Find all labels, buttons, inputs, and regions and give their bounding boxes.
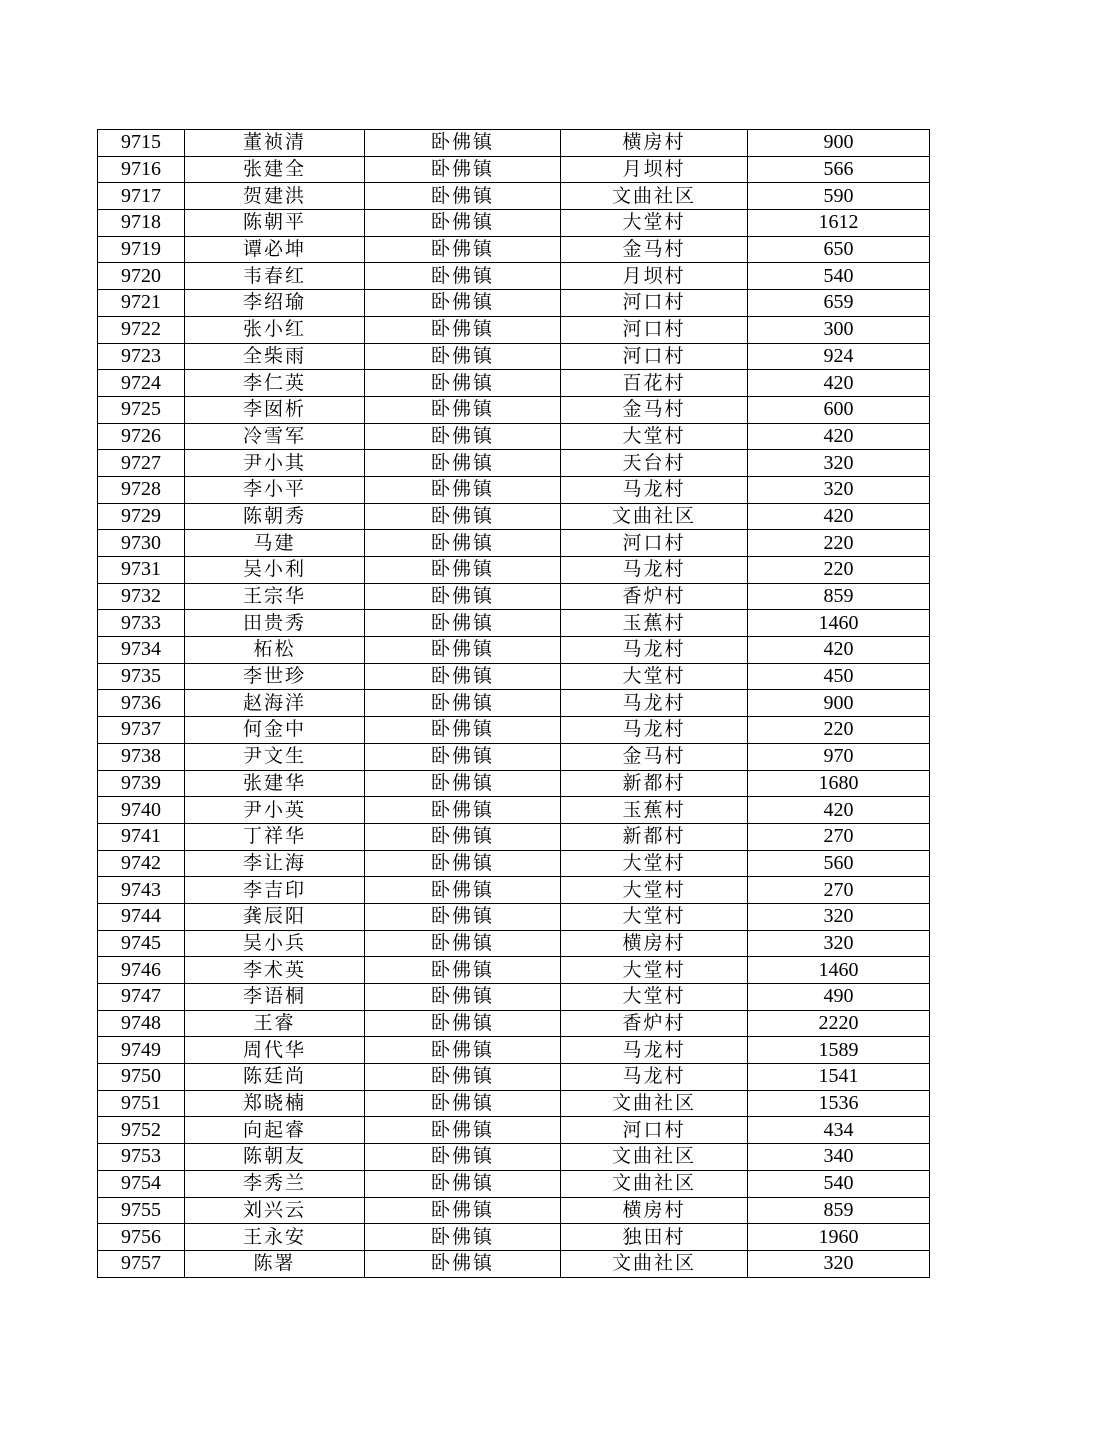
amount-cell: 540	[748, 1170, 930, 1197]
row-number-cell: 9740	[98, 797, 185, 824]
name-cell: 吴小利	[185, 557, 365, 584]
table-row	[98, 850, 930, 877]
name-cell: 谭必坤	[185, 236, 365, 263]
town-cell: 卧佛镇	[365, 1250, 561, 1277]
row-number-cell: 9731	[98, 557, 185, 584]
table-row	[98, 877, 930, 904]
row-number-cell: 9757	[98, 1250, 185, 1277]
town-cell: 卧佛镇	[365, 290, 561, 317]
data-table	[97, 129, 930, 1278]
amount-cell: 900	[748, 690, 930, 717]
village-cell: 文曲社区	[561, 183, 748, 210]
village-cell: 金马村	[561, 743, 748, 770]
village-cell: 文曲社区	[561, 503, 748, 530]
name-cell: 吴小兵	[185, 930, 365, 957]
row-number-cell: 9745	[98, 930, 185, 957]
village-cell: 河口村	[561, 343, 748, 370]
table-body	[98, 130, 930, 1278]
name-cell: 王睿	[185, 1010, 365, 1037]
name-cell: 陈廷尚	[185, 1064, 365, 1091]
amount-cell: 320	[748, 1250, 930, 1277]
table-row	[98, 903, 930, 930]
name-cell: 李秀兰	[185, 1170, 365, 1197]
row-number-cell: 9743	[98, 877, 185, 904]
table-row	[98, 1090, 930, 1117]
town-cell: 卧佛镇	[365, 663, 561, 690]
amount-cell: 1460	[748, 610, 930, 637]
amount-cell: 270	[748, 877, 930, 904]
village-cell: 玉蕉村	[561, 610, 748, 637]
village-cell: 马龙村	[561, 557, 748, 584]
name-cell: 何金中	[185, 717, 365, 744]
row-number-cell: 9753	[98, 1144, 185, 1171]
table-row	[98, 1250, 930, 1277]
amount-cell: 220	[748, 717, 930, 744]
village-cell: 大堂村	[561, 663, 748, 690]
town-cell: 卧佛镇	[365, 1064, 561, 1091]
row-number-cell: 9716	[98, 156, 185, 183]
amount-cell: 220	[748, 557, 930, 584]
amount-cell: 900	[748, 130, 930, 157]
table-row	[98, 1170, 930, 1197]
row-number-cell: 9737	[98, 717, 185, 744]
row-number-cell: 9725	[98, 396, 185, 423]
village-cell: 马龙村	[561, 476, 748, 503]
town-cell: 卧佛镇	[365, 1090, 561, 1117]
table-row	[98, 263, 930, 290]
row-number-cell: 9748	[98, 1010, 185, 1037]
amount-cell: 340	[748, 1144, 930, 1171]
name-cell: 李吉印	[185, 877, 365, 904]
town-cell: 卧佛镇	[365, 1197, 561, 1224]
row-number-cell: 9741	[98, 823, 185, 850]
amount-cell: 320	[748, 476, 930, 503]
town-cell: 卧佛镇	[365, 1037, 561, 1064]
name-cell: 韦春红	[185, 263, 365, 290]
village-cell: 马龙村	[561, 717, 748, 744]
row-number-cell: 9733	[98, 610, 185, 637]
name-cell: 李绍瑜	[185, 290, 365, 317]
table-row	[98, 210, 930, 237]
name-cell: 张建全	[185, 156, 365, 183]
table-row	[98, 663, 930, 690]
village-cell: 马龙村	[561, 1064, 748, 1091]
amount-cell: 450	[748, 663, 930, 690]
name-cell: 李仁英	[185, 370, 365, 397]
row-number-cell: 9728	[98, 476, 185, 503]
name-cell: 陈朝秀	[185, 503, 365, 530]
row-number-cell: 9754	[98, 1170, 185, 1197]
amount-cell: 560	[748, 850, 930, 877]
village-cell: 大堂村	[561, 957, 748, 984]
name-cell: 李语桐	[185, 984, 365, 1011]
village-cell: 独田村	[561, 1224, 748, 1251]
row-number-cell: 9755	[98, 1197, 185, 1224]
table-row	[98, 690, 930, 717]
amount-cell: 924	[748, 343, 930, 370]
town-cell: 卧佛镇	[365, 1117, 561, 1144]
table-row	[98, 476, 930, 503]
row-number-cell: 9724	[98, 370, 185, 397]
amount-cell: 659	[748, 290, 930, 317]
town-cell: 卧佛镇	[365, 423, 561, 450]
table-row	[98, 290, 930, 317]
table-row	[98, 770, 930, 797]
village-cell: 河口村	[561, 290, 748, 317]
town-cell: 卧佛镇	[365, 316, 561, 343]
village-cell: 河口村	[561, 316, 748, 343]
name-cell: 李小平	[185, 476, 365, 503]
village-cell: 文曲社区	[561, 1170, 748, 1197]
name-cell: 李术英	[185, 957, 365, 984]
name-cell: 王宗华	[185, 583, 365, 610]
town-cell: 卧佛镇	[365, 236, 561, 263]
name-cell: 李世珍	[185, 663, 365, 690]
table-row	[98, 370, 930, 397]
village-cell: 香炉村	[561, 1010, 748, 1037]
village-cell: 玉蕉村	[561, 797, 748, 824]
town-cell: 卧佛镇	[365, 396, 561, 423]
table-row	[98, 236, 930, 263]
town-cell: 卧佛镇	[365, 823, 561, 850]
village-cell: 大堂村	[561, 984, 748, 1011]
town-cell: 卧佛镇	[365, 690, 561, 717]
row-number-cell: 9717	[98, 183, 185, 210]
town-cell: 卧佛镇	[365, 1170, 561, 1197]
row-number-cell: 9747	[98, 984, 185, 1011]
name-cell: 丁祥华	[185, 823, 365, 850]
table-row	[98, 583, 930, 610]
village-cell: 新都村	[561, 770, 748, 797]
table-row	[98, 1197, 930, 1224]
amount-cell: 2220	[748, 1010, 930, 1037]
town-cell: 卧佛镇	[365, 530, 561, 557]
amount-cell: 300	[748, 316, 930, 343]
amount-cell: 566	[748, 156, 930, 183]
town-cell: 卧佛镇	[365, 903, 561, 930]
table-row	[98, 396, 930, 423]
amount-cell: 420	[748, 370, 930, 397]
table-row	[98, 1064, 930, 1091]
table-row	[98, 450, 930, 477]
table-row	[98, 316, 930, 343]
name-cell: 田贵秀	[185, 610, 365, 637]
amount-cell: 859	[748, 1197, 930, 1224]
name-cell: 刘兴云	[185, 1197, 365, 1224]
town-cell: 卧佛镇	[365, 210, 561, 237]
row-number-cell: 9723	[98, 343, 185, 370]
name-cell: 尹小其	[185, 450, 365, 477]
row-number-cell: 9752	[98, 1117, 185, 1144]
table-row	[98, 1144, 930, 1171]
amount-cell: 434	[748, 1117, 930, 1144]
amount-cell: 1589	[748, 1037, 930, 1064]
town-cell: 卧佛镇	[365, 1224, 561, 1251]
table-row	[98, 610, 930, 637]
village-cell: 河口村	[561, 1117, 748, 1144]
amount-cell: 490	[748, 984, 930, 1011]
name-cell: 尹小英	[185, 797, 365, 824]
town-cell: 卧佛镇	[365, 877, 561, 904]
table-row	[98, 530, 930, 557]
village-cell: 大堂村	[561, 210, 748, 237]
amount-cell: 590	[748, 183, 930, 210]
village-cell: 月坝村	[561, 263, 748, 290]
amount-cell: 600	[748, 396, 930, 423]
village-cell: 文曲社区	[561, 1144, 748, 1171]
row-number-cell: 9719	[98, 236, 185, 263]
town-cell: 卧佛镇	[365, 263, 561, 290]
amount-cell: 1680	[748, 770, 930, 797]
amount-cell: 1612	[748, 210, 930, 237]
amount-cell: 220	[748, 530, 930, 557]
town-cell: 卧佛镇	[365, 583, 561, 610]
name-cell: 龚辰阳	[185, 903, 365, 930]
amount-cell: 420	[748, 637, 930, 664]
amount-cell: 320	[748, 930, 930, 957]
name-cell: 陈朝平	[185, 210, 365, 237]
table-row	[98, 823, 930, 850]
name-cell: 全柴雨	[185, 343, 365, 370]
village-cell: 河口村	[561, 530, 748, 557]
table-row	[98, 957, 930, 984]
name-cell: 尹文生	[185, 743, 365, 770]
town-cell: 卧佛镇	[365, 984, 561, 1011]
row-number-cell: 9730	[98, 530, 185, 557]
row-number-cell: 9726	[98, 423, 185, 450]
amount-cell: 1460	[748, 957, 930, 984]
table-row	[98, 130, 930, 157]
village-cell: 百花村	[561, 370, 748, 397]
town-cell: 卧佛镇	[365, 770, 561, 797]
town-cell: 卧佛镇	[365, 343, 561, 370]
village-cell: 大堂村	[561, 423, 748, 450]
town-cell: 卧佛镇	[365, 1010, 561, 1037]
table-row	[98, 343, 930, 370]
village-cell: 香炉村	[561, 583, 748, 610]
village-cell: 横房村	[561, 1197, 748, 1224]
name-cell: 张建华	[185, 770, 365, 797]
table-row	[98, 743, 930, 770]
table-row	[98, 503, 930, 530]
village-cell: 新都村	[561, 823, 748, 850]
town-cell: 卧佛镇	[365, 717, 561, 744]
village-cell: 马龙村	[561, 690, 748, 717]
village-cell: 横房村	[561, 930, 748, 957]
amount-cell: 320	[748, 903, 930, 930]
row-number-cell: 9715	[98, 130, 185, 157]
amount-cell: 859	[748, 583, 930, 610]
town-cell: 卧佛镇	[365, 183, 561, 210]
table-row	[98, 1117, 930, 1144]
town-cell: 卧佛镇	[365, 797, 561, 824]
row-number-cell: 9718	[98, 210, 185, 237]
name-cell: 马建	[185, 530, 365, 557]
town-cell: 卧佛镇	[365, 156, 561, 183]
table-row	[98, 156, 930, 183]
name-cell: 张小红	[185, 316, 365, 343]
row-number-cell: 9744	[98, 903, 185, 930]
amount-cell: 420	[748, 423, 930, 450]
town-cell: 卧佛镇	[365, 370, 561, 397]
row-number-cell: 9722	[98, 316, 185, 343]
village-cell: 马龙村	[561, 637, 748, 664]
town-cell: 卧佛镇	[365, 637, 561, 664]
row-number-cell: 9727	[98, 450, 185, 477]
row-number-cell: 9756	[98, 1224, 185, 1251]
village-cell: 横房村	[561, 130, 748, 157]
table-row	[98, 423, 930, 450]
name-cell: 赵海洋	[185, 690, 365, 717]
town-cell: 卧佛镇	[365, 130, 561, 157]
table-row	[98, 797, 930, 824]
village-cell: 月坝村	[561, 156, 748, 183]
town-cell: 卧佛镇	[365, 930, 561, 957]
row-number-cell: 9735	[98, 663, 185, 690]
town-cell: 卧佛镇	[365, 1144, 561, 1171]
village-cell: 马龙村	[561, 1037, 748, 1064]
amount-cell: 1536	[748, 1090, 930, 1117]
village-cell: 大堂村	[561, 877, 748, 904]
village-cell: 文曲社区	[561, 1090, 748, 1117]
table-row	[98, 1010, 930, 1037]
village-cell: 天台村	[561, 450, 748, 477]
town-cell: 卧佛镇	[365, 476, 561, 503]
table-row	[98, 930, 930, 957]
table-row	[98, 984, 930, 1011]
table-row	[98, 637, 930, 664]
name-cell: 周代华	[185, 1037, 365, 1064]
town-cell: 卧佛镇	[365, 557, 561, 584]
table-row	[98, 1224, 930, 1251]
town-cell: 卧佛镇	[365, 957, 561, 984]
town-cell: 卧佛镇	[365, 450, 561, 477]
amount-cell: 420	[748, 503, 930, 530]
name-cell: 贺建洪	[185, 183, 365, 210]
name-cell: 冷雪军	[185, 423, 365, 450]
amount-cell: 970	[748, 743, 930, 770]
row-number-cell: 9739	[98, 770, 185, 797]
amount-cell: 1960	[748, 1224, 930, 1251]
name-cell: 李囡析	[185, 396, 365, 423]
village-cell: 大堂村	[561, 903, 748, 930]
row-number-cell: 9746	[98, 957, 185, 984]
village-cell: 文曲社区	[561, 1250, 748, 1277]
row-number-cell: 9721	[98, 290, 185, 317]
table-row	[98, 717, 930, 744]
table-row	[98, 557, 930, 584]
town-cell: 卧佛镇	[365, 743, 561, 770]
village-cell: 金马村	[561, 396, 748, 423]
amount-cell: 420	[748, 797, 930, 824]
row-number-cell: 9720	[98, 263, 185, 290]
row-number-cell: 9732	[98, 583, 185, 610]
amount-cell: 650	[748, 236, 930, 263]
amount-cell: 540	[748, 263, 930, 290]
town-cell: 卧佛镇	[365, 503, 561, 530]
name-cell: 李让海	[185, 850, 365, 877]
row-number-cell: 9736	[98, 690, 185, 717]
row-number-cell: 9734	[98, 637, 185, 664]
town-cell: 卧佛镇	[365, 850, 561, 877]
name-cell: 郑晓楠	[185, 1090, 365, 1117]
village-cell: 大堂村	[561, 850, 748, 877]
row-number-cell: 9749	[98, 1037, 185, 1064]
name-cell: 董祯清	[185, 130, 365, 157]
row-number-cell: 9751	[98, 1090, 185, 1117]
row-number-cell: 9742	[98, 850, 185, 877]
town-cell: 卧佛镇	[365, 610, 561, 637]
name-cell: 柘松	[185, 637, 365, 664]
row-number-cell: 9729	[98, 503, 185, 530]
village-cell: 金马村	[561, 236, 748, 263]
name-cell: 向起睿	[185, 1117, 365, 1144]
amount-cell: 1541	[748, 1064, 930, 1091]
amount-cell: 270	[748, 823, 930, 850]
table-row	[98, 1037, 930, 1064]
name-cell: 陈署	[185, 1250, 365, 1277]
name-cell: 王永安	[185, 1224, 365, 1251]
row-number-cell: 9738	[98, 743, 185, 770]
row-number-cell: 9750	[98, 1064, 185, 1091]
name-cell: 陈朝友	[185, 1144, 365, 1171]
table-row	[98, 183, 930, 210]
amount-cell: 320	[748, 450, 930, 477]
